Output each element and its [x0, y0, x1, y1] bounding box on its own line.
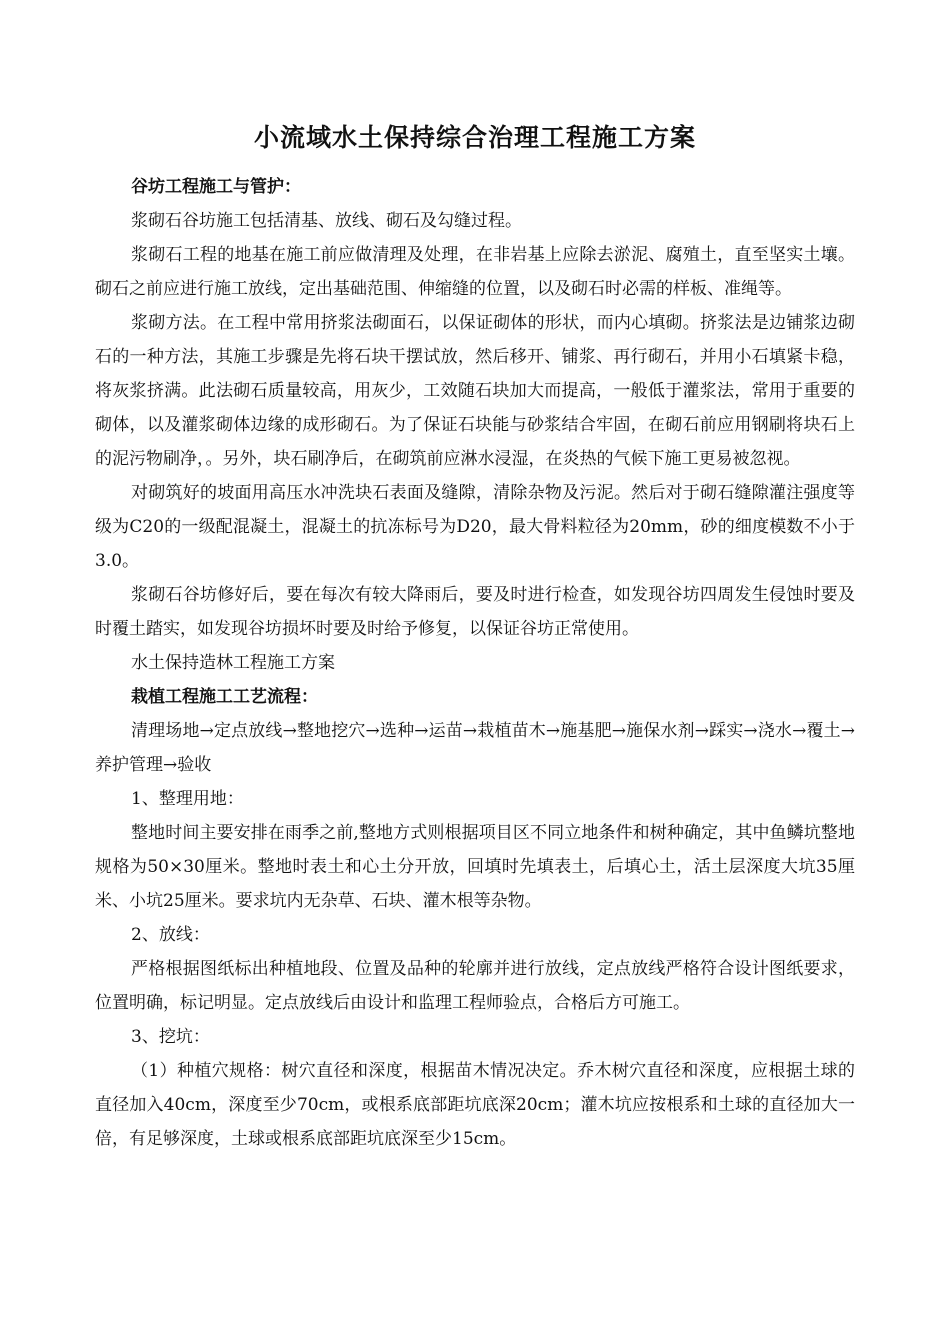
document-page	[95, 118, 855, 1156]
section-heading: 谷坊工程施工与管护：	[131, 177, 301, 197]
document-title: 小流域水土保持综合治理工程施工方案	[253, 123, 696, 152]
paragraph: 严格根据图纸标出种植地段、位置及品种的轮廓并进行放线，定点放线严格符合设计图纸要求，位置明确，标记明显。定点放线后由设计和监理工程师验点，合格后方可施工。	[95, 959, 855, 1013]
paragraph: 对砌筑好的坡面用高压水冲洗块石表面及缝隙，清除杂物及污泥。然后对于砌石缝隙灌注强度等级为C20的一级配混凝土，混凝土的抗冻标号为D20，最大骨料粒径为20mm，砂的细度模数不小于3.0。	[95, 483, 855, 571]
paragraph: 浆砌石工程的地基在施工前应做清理及处理，在非岩基上应除去淤泥、腐殖土，直至坚实土壤。砌石之前应进行施工放线，定出基础范围、伸缩缝的位置，以及砌石时必需的样板、准绳等。	[95, 245, 855, 299]
section-heading: 栽植工程施工工艺流程：	[131, 687, 318, 707]
item-heading: 1、整理用地：	[131, 789, 244, 809]
item-heading: 2、放线：	[131, 925, 210, 945]
paragraph: （1）种植穴规格：树穴直径和深度，根据苗木情况决定。乔木树穴直径和深度，应根据土球的直径加入40cm，深度至少70cm，或根系底部距坑底深20cm；灌木坑应按根系和土球的直径加大一倍，有足够深度，土球或根系底部距坑底深至少15cm。	[95, 1061, 855, 1149]
paragraph: 浆砌方法。在工程中常用挤浆法砌面石，以保证砌体的形状，而内心填砌。挤浆法是边铺浆边砌石的一种方法，其施工步骤是先将石块干摆试放，然后移开、铺浆、再行砌石，并用小石填紧卡稳，将灰浆挤满。此法砌石质量较高，用灰少，工效随石块加大而提高，一般低于灌浆法，常用于重要的砌体，以及灌浆砌体边缘的成形砌石。为了保证石块能与砂浆结合牢固，在砌石前应用钢刷将块石上的泥污物刷净，。另外，块石刷净后，在砌筑前应淋水浸湿，在炎热的气候下施工更易被忽视。	[95, 313, 855, 469]
item-heading: 3、挖坑：	[131, 1027, 210, 1047]
paragraph: 浆砌石谷坊施工包括清基、放线、砌石及勾缝过程。	[131, 211, 522, 231]
paragraph: 整地时间主要安排在雨季之前,整地方式则根据项目区不同立地条件和树种确定，其中鱼鳞坑整地规格为50×30厘米。整地时表土和心土分开放，回填时先填表土，后填心土，活土层深度大坑35厘米、小坑25厘米。要求坑内无杂草、石块、灌木根等杂物。	[95, 823, 855, 911]
paragraph: 浆砌石谷坊修好后，要在每次有较大降雨后，要及时进行检查，如发现谷坊四周发生侵蚀时要及时覆土踏实，如发现谷坊损坏时要及时给予修复，以保证谷坊正常使用。	[95, 585, 855, 639]
subtitle-line: 水土保持造林工程施工方案	[131, 653, 335, 673]
process-flow: 清理场地→定点放线→整地挖穴→选种→运苗→栽植苗木→施基肥→施保水剂→踩实→浇水→覆土→养护管理→验收	[95, 721, 855, 775]
